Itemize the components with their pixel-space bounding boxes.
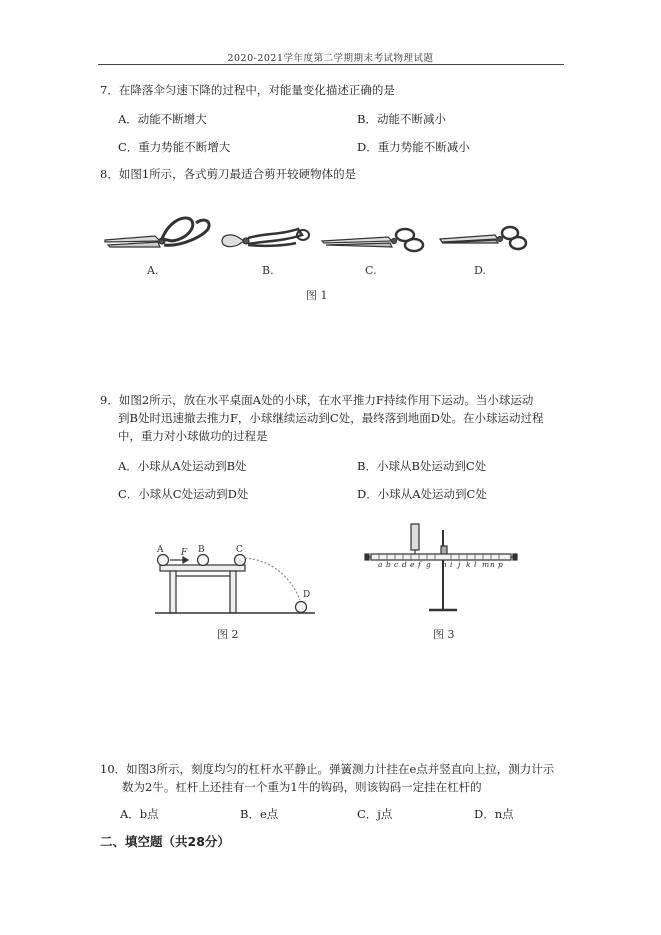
fig2-label-a: A — [157, 545, 164, 555]
fig3-letter: d — [402, 560, 407, 569]
q10-stem-line-2: 数为2牛。杠杆上还挂有一个重为1牛的钩码，则该钩码一定挂在杠杆的 — [122, 780, 482, 794]
scissor-c-drawing — [322, 229, 423, 251]
figure-3-lever — [365, 520, 525, 620]
section-2-title: 二、填空题（共28分） — [100, 834, 230, 849]
q9-option-c: C．小球从C处运动到D处 — [118, 487, 249, 501]
fig3-letter: h — [442, 560, 447, 569]
q8-stem: 8．如图1所示，各式剪刀最适合剪开较硬物体的是 — [100, 167, 357, 181]
scissor-d-drawing — [440, 227, 526, 249]
q7-option-d: D．重力势能不断减小 — [357, 140, 470, 154]
q7-option-c: C．重力势能不断增大 — [118, 140, 231, 154]
fig2-label-b: B — [198, 545, 205, 555]
q7-option-b: B．动能不断减小 — [357, 112, 446, 126]
figure-1-scissors — [100, 205, 530, 265]
fig2-label-d: D — [303, 590, 311, 600]
scissor-label-c: C. — [365, 264, 377, 277]
fig3-letter: c — [394, 560, 399, 569]
q9-stem-line-1: 9．如图2所示，放在水平桌面A处的小球，在水平推力F持续作用下运动。当小球运动 — [100, 393, 534, 407]
q10-option-c: C．j点 — [357, 807, 393, 821]
q9-option-a: A．小球从A处运动到B处 — [118, 459, 247, 473]
scissor-b-drawing — [222, 229, 309, 247]
q9-stem-line-3: 中，重力对小球做功的过程是 — [118, 429, 268, 443]
figure-2-table — [150, 540, 320, 620]
fig3-letter: k — [466, 560, 471, 569]
figure-1-caption: 图 1 — [306, 289, 328, 302]
scissor-label-d: D. — [474, 264, 486, 277]
q10-stem-line-1: 10．如图3所示，刻度均匀的杠杆水平静止。弹簧测力计挂在e点并竖直向上拉，测力计示 — [100, 762, 555, 776]
fig3-letter: p — [498, 560, 503, 569]
q10-option-d: D．n点 — [474, 807, 514, 821]
page-header: 2020-2021学年度第二学期期末考试物理试题 — [227, 53, 434, 64]
fig3-letter: b — [386, 560, 391, 569]
scissor-label-a: A. — [147, 264, 159, 277]
q9-stem-line-2: 到B处时迅速撤去推力F，小球继续运动到C处，最终落到地面D处。在小球运动过程 — [118, 411, 544, 425]
fig3-letter: j — [458, 560, 461, 569]
q7-stem: 7．在降落伞匀速下降的过程中，对能量变化描述正确的是 — [100, 83, 395, 97]
fig3-letter: a — [378, 560, 383, 569]
q10-option-b: B．e点 — [240, 807, 279, 821]
fig3-letter: f — [418, 560, 421, 569]
figure-3-caption: 图 3 — [433, 628, 455, 641]
q9-option-b: B．小球从B处运动到C处 — [357, 459, 487, 473]
fig3-letter: m — [482, 560, 490, 569]
header-rule — [98, 64, 564, 65]
fig3-letter: g — [426, 560, 431, 569]
q10-option-a: A．b点 — [120, 807, 159, 821]
scissor-label-b: B. — [262, 264, 274, 277]
scissor-a-drawing — [105, 218, 209, 247]
fig3-letter: l — [474, 560, 477, 569]
q7-option-a: A．动能不断增大 — [118, 112, 207, 126]
figure-2-caption: 图 2 — [217, 628, 239, 641]
fig3-letter: e — [410, 560, 415, 569]
fig3-letter: i — [450, 560, 453, 569]
fig3-letter: n — [490, 560, 495, 569]
fig2-label-c: C — [236, 545, 243, 555]
q9-option-d: D．小球从A处运动到C处 — [357, 487, 487, 501]
fig2-label-f: F — [181, 548, 188, 558]
